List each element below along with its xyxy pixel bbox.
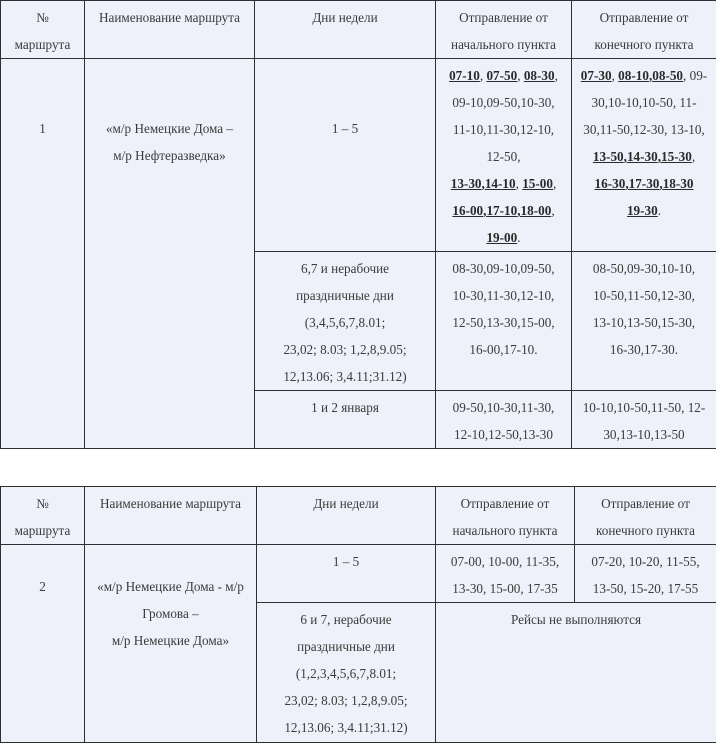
header-route-name: Наименование маршрута [85, 1, 255, 59]
end-times-cell [572, 59, 716, 252]
days-text [261, 606, 431, 741]
time-text: 11-10,11-30,12-10, [453, 122, 554, 137]
time-line [576, 421, 712, 448]
text-line: 23,02; 8.03; 1,2,8,9.05; [259, 336, 431, 363]
header-start-line1: Отправление от [440, 4, 567, 31]
highlighted-time: 17-30 [629, 176, 660, 191]
table-header-row [1, 1, 716, 59]
highlighted-time: , [658, 149, 661, 164]
time-line [440, 143, 567, 170]
route-name-line2: Громова – [89, 600, 252, 627]
time-text: 12-50, [486, 149, 520, 164]
time-line [579, 548, 712, 575]
highlighted-time: 16-00 [452, 203, 483, 218]
highlighted-time: 08-50 [652, 68, 683, 83]
time-line [440, 116, 567, 143]
time-line [440, 548, 570, 575]
highlighted-time: 07-10 [449, 68, 480, 83]
time-line [440, 394, 567, 421]
highlighted-time: 13-50 [593, 149, 624, 164]
time-text: 10-10,10-50,11-50, 12- [583, 400, 706, 415]
no-trips-note-cell [436, 603, 716, 743]
header-num-line2: маршрута [5, 517, 80, 544]
time-line [576, 336, 712, 363]
header-end-departure [572, 1, 716, 59]
time-text: 13-10,13-50,15-30, [593, 315, 695, 330]
table-row [1, 545, 716, 603]
highlighted-time: 14-10 [485, 176, 516, 191]
header-start-line2: начального пункта [440, 31, 567, 58]
text-line: 23,02; 8.03; 1,2,8,9.05; [261, 687, 431, 714]
time-line [440, 224, 567, 251]
start-times-cell [436, 59, 572, 252]
time-text: 10-30,11-30,12-10, [453, 288, 555, 303]
route-name-line3: м/р Немецкие Дома» [89, 627, 252, 654]
time-text: 07-00, 10-00, 11-35, [451, 554, 559, 569]
time-text: . [517, 230, 520, 245]
days-cell [255, 391, 436, 449]
header-route-number [1, 487, 85, 545]
days-text [259, 255, 431, 390]
header-end-departure [575, 487, 716, 545]
time-text: 08-30,09-10,09-50, [452, 261, 554, 276]
days-text [261, 548, 431, 575]
days-text [259, 115, 431, 142]
header-num-line2: маршрута [5, 31, 80, 58]
text-line: (3,4,5,6,7,8.01; [259, 309, 431, 336]
header-start-line2: начального пункта [440, 517, 570, 544]
highlighted-time: 18-30 [663, 176, 694, 191]
highlighted-time: 15-00 [522, 176, 553, 191]
highlighted-time: 19-00 [486, 230, 517, 245]
time-line [440, 575, 570, 602]
days-text [259, 394, 431, 421]
time-line [440, 336, 567, 363]
start-times [440, 62, 567, 251]
time-line [440, 421, 567, 448]
text-line: (1,2,3,4,5,6,7,8.01; [261, 660, 431, 687]
time-text: 16-30,17-30. [610, 342, 678, 357]
days-cell [255, 59, 436, 252]
time-text: , [516, 176, 523, 191]
time-line [576, 143, 712, 170]
time-line [440, 89, 567, 116]
text-line: 12,13.06; 3,4.11;31.12) [261, 714, 431, 741]
header-days: Дни недели [257, 487, 436, 545]
time-line [576, 309, 712, 336]
time-text: , [551, 203, 554, 218]
time-text: 30,10-10,10-50, 11- [592, 95, 697, 110]
end-times [579, 548, 712, 602]
highlighted-time: 14-30 [627, 149, 658, 164]
route-name [85, 59, 255, 449]
route-number [1, 59, 85, 449]
highlighted-time: , [624, 149, 627, 164]
route-number-value: 1 [5, 115, 80, 142]
header-end-line1: Отправление от [579, 490, 712, 517]
route-2-schedule-table [0, 486, 716, 743]
text-line: 12,13.06; 3,4.11;31.12) [259, 363, 431, 390]
header-end-line2: конечного пункта [579, 517, 712, 544]
start-times-cell [436, 391, 572, 449]
highlighted-time: 15-30 [661, 149, 692, 164]
text-line: 1 – 5 [259, 115, 431, 142]
time-text: 13-50, 15-20, 17-55 [593, 581, 699, 596]
time-text: , [480, 68, 487, 83]
time-text: 12-10,12-50,13-30 [454, 427, 553, 442]
time-text: 07-20, 10-20, 11-55, [591, 554, 699, 569]
header-days: Дни недели [255, 1, 436, 59]
time-line [576, 62, 712, 89]
header-end-line1: Отправление от [576, 4, 712, 31]
header-start-line1: Отправление от [440, 490, 570, 517]
route-number-value: 2 [5, 573, 80, 600]
highlighted-time: 18-00 [521, 203, 552, 218]
time-text: , [692, 149, 695, 164]
time-text: 30,13-10,13-50 [603, 427, 684, 442]
start-times [440, 394, 567, 448]
highlighted-time: 07-50 [486, 68, 517, 83]
highlighted-time: , [659, 176, 662, 191]
highlighted-time: 07-30 [581, 68, 612, 83]
end-times-cell [575, 545, 716, 603]
time-text: , 09- [683, 68, 707, 83]
time-line [576, 394, 712, 421]
route-number [1, 545, 85, 743]
time-text: 12-50,13-30,15-00, [452, 315, 554, 330]
header-start-departure [436, 1, 572, 59]
highlighted-time: , [649, 68, 652, 83]
time-line [440, 309, 567, 336]
time-text: 09-50,10-30,11-30, [453, 400, 555, 415]
text-line: 1 и 2 января [259, 394, 431, 421]
text-line: праздничные дни [259, 282, 431, 309]
header-num-line1: № [5, 490, 80, 517]
time-text: , [517, 68, 524, 83]
days-cell [257, 603, 436, 743]
time-text: . [658, 203, 661, 218]
highlighted-time: 13-30 [451, 176, 482, 191]
time-line [576, 116, 712, 143]
time-text: , [612, 68, 619, 83]
no-trips-note: Рейсы не выполняются [440, 606, 712, 633]
header-num-line1: № [5, 4, 80, 31]
start-times [440, 255, 567, 363]
highlighted-time: , [483, 203, 486, 218]
start-times-cell [436, 545, 575, 603]
end-times-cell [572, 391, 716, 449]
days-cell [255, 252, 436, 391]
text-line: праздничные дни [261, 633, 431, 660]
time-line [440, 170, 567, 197]
text-line: 1 – 5 [261, 548, 431, 575]
highlighted-time: , [482, 176, 485, 191]
end-times [576, 394, 712, 448]
highlighted-time: 16-30 [595, 176, 626, 191]
time-text: 10-50,11-50,12-30, [593, 288, 695, 303]
route-name-line2: м/р Нефтеразведка» [89, 142, 250, 169]
time-text: 08-50,09-30,10-10, [593, 261, 695, 276]
time-line [576, 89, 712, 116]
highlighted-time: 08-30 [524, 68, 555, 83]
header-route-name: Наименование маршрута [85, 487, 257, 545]
table-header-row [1, 487, 716, 545]
highlighted-time: 19-30 [627, 203, 658, 218]
highlighted-time: , [517, 203, 520, 218]
text-line: 6,7 и нерабочие [259, 255, 431, 282]
route-name-line1: «м/р Немецкие Дома – [89, 115, 250, 142]
time-text: , [555, 68, 558, 83]
start-times [440, 548, 570, 602]
time-line [440, 282, 567, 309]
time-line [576, 255, 712, 282]
highlighted-time: 08-10 [618, 68, 649, 83]
time-line [440, 62, 567, 89]
time-text: 13-30, 15-00, 17-35 [452, 581, 558, 596]
time-line [576, 197, 712, 224]
time-line [579, 575, 712, 602]
end-times-cell [572, 252, 716, 391]
text-line: 6 и 7, нерабочие [261, 606, 431, 633]
time-text: 09-10,09-50,10-30, [452, 95, 554, 110]
route-name [85, 545, 257, 743]
time-text: 16-00,17-10. [469, 342, 537, 357]
time-text: 30,11-50,12-30, 13-10, [583, 122, 704, 137]
time-text: , [553, 176, 556, 191]
time-line [440, 255, 567, 282]
days-cell [257, 545, 436, 603]
table-row [1, 59, 716, 252]
start-times-cell [436, 252, 572, 391]
header-end-line2: конечного пункта [576, 31, 712, 58]
time-line [440, 197, 567, 224]
route-name-line1: «м/р Немецкие Дома - м/р [89, 573, 252, 600]
header-route-number [1, 1, 85, 59]
time-line [576, 282, 712, 309]
header-start-departure [436, 487, 575, 545]
highlighted-time: , [625, 176, 628, 191]
end-times [576, 62, 712, 224]
end-times [576, 255, 712, 363]
time-line [576, 170, 712, 197]
highlighted-time: 17-10 [486, 203, 517, 218]
